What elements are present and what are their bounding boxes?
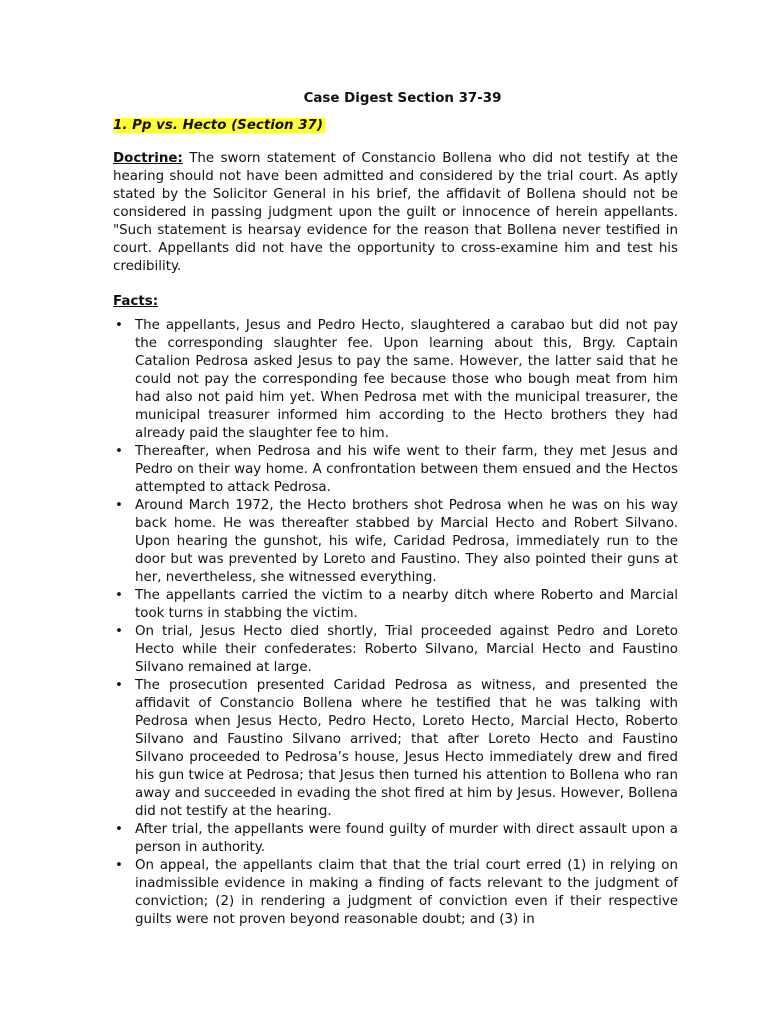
doctrine-label: Doctrine:: [113, 151, 183, 166]
fact-text: After trial, the appellants were found guilty of murder with direct assault upon a person in authority.: [135, 822, 678, 855]
document-title: Case Digest Section 37-39: [303, 91, 502, 106]
case-heading-highlight: 1. Pp vs. Hecto (Section 37): [113, 118, 323, 133]
bullet-icon: •: [115, 822, 123, 837]
fact-text: The appellants carried the victim to a nearby ditch where Roberto and Marcial took turns in stabbing the victim.: [135, 588, 678, 621]
list-item: [113, 497, 678, 587]
list-item: [113, 857, 678, 929]
fact-text: On appeal, the appellants claim that that the trial court erred (1) in relying on inadmissible evidence in making a finding of facts relevant to the judgment of conviction; (2) in rendering a judgment of conviction even if their respective guilts were not proven beyond reasonable doubt; and (3) in: [135, 858, 678, 927]
fact-text: Around March 1972, the Hecto brothers shot Pedrosa when he was on his way back home. He was thereafter stabbed by Marcial Hecto and Robert Silvano. Upon hearing the gunshot, his wife, Caridad Pedrosa, immediately run to the door but was prevented by Loreto and Faustino. They also pointed their guns at her, nevertheless, she witnessed everything.: [135, 498, 678, 585]
fact-text: The appellants, Jesus and Pedro Hecto, slaughtered a carabao but did not pay the corresponding slaughter fee. Upon learning about this, Brgy. Captain Catalion Pedrosa asked Jesus to pay the same. However, the latter said that he could not pay the corresponding fee because those who bough meat from him had also not paid him yet. When Pedrosa met with the municipal treasurer, the municipal treasurer informed him according to the Hecto brothers they had already paid the slaughter fee to him.: [135, 318, 678, 441]
list-item: [113, 677, 678, 821]
fact-text: On trial, Jesus Hecto died shortly, Trial proceeded against Pedro and Loreto Hecto while their confederates: Roberto Silvano, Marcial Hecto and Faustino Silvano remained at large.: [135, 624, 678, 675]
list-item: [113, 623, 678, 677]
bullet-icon: •: [115, 444, 123, 459]
fact-text: Thereafter, when Pedrosa and his wife went to their farm, they met Jesus and Pedro on their way home. A confrontation between them ensued and the Hectos attempted to attack Pedrosa.: [135, 444, 678, 495]
bullet-icon: •: [115, 678, 123, 693]
bullet-icon: •: [115, 588, 123, 603]
case-heading: [113, 117, 678, 135]
bullet-icon: •: [115, 318, 123, 333]
list-item: [113, 587, 678, 623]
bullet-icon: •: [115, 624, 123, 639]
fact-text: The prosecution presented Caridad Pedrosa as witness, and presented the affidavit of Constancio Bollena where he testified that he was talking with Pedrosa when Jesus Hecto, Pedro Hecto, Loreto Hecto, Marcial Hecto, Roberto Silvano and Faustino Silvano arrived; that after Loreto Hecto and Faustino Silvano proceeded to Pedrosa’s house, Jesus Hecto immediately drew and fired his gun twice at Pedrosa; that Jesus then turned his attention to Bollena who ran away and succeeded in evading the shot fired at him by Jesus. However, Bollena did not testify at the hearing.: [135, 678, 678, 819]
list-item: [113, 821, 678, 857]
doctrine-text: The sworn statement of Constancio Bollena who did not testify at the hearing should not have been admitted and considered by the trial court. As aptly stated by the Solicitor General in his brief, the affidavit of Bollena should not be considered in passing judgment upon the guilt or innocence of herein appellants. "Such statement is hearsay evidence for the reason that Bollena never testified in court. Appellants did not have the opportunity to cross-examine him and test his credibility.: [113, 151, 678, 274]
bullet-icon: •: [115, 858, 123, 873]
list-item: [113, 317, 678, 443]
bullet-icon: •: [115, 498, 123, 513]
doctrine-paragraph: [113, 150, 678, 276]
list-item: [113, 443, 678, 497]
facts-list: [113, 317, 678, 929]
facts-label: Facts:: [113, 294, 159, 309]
